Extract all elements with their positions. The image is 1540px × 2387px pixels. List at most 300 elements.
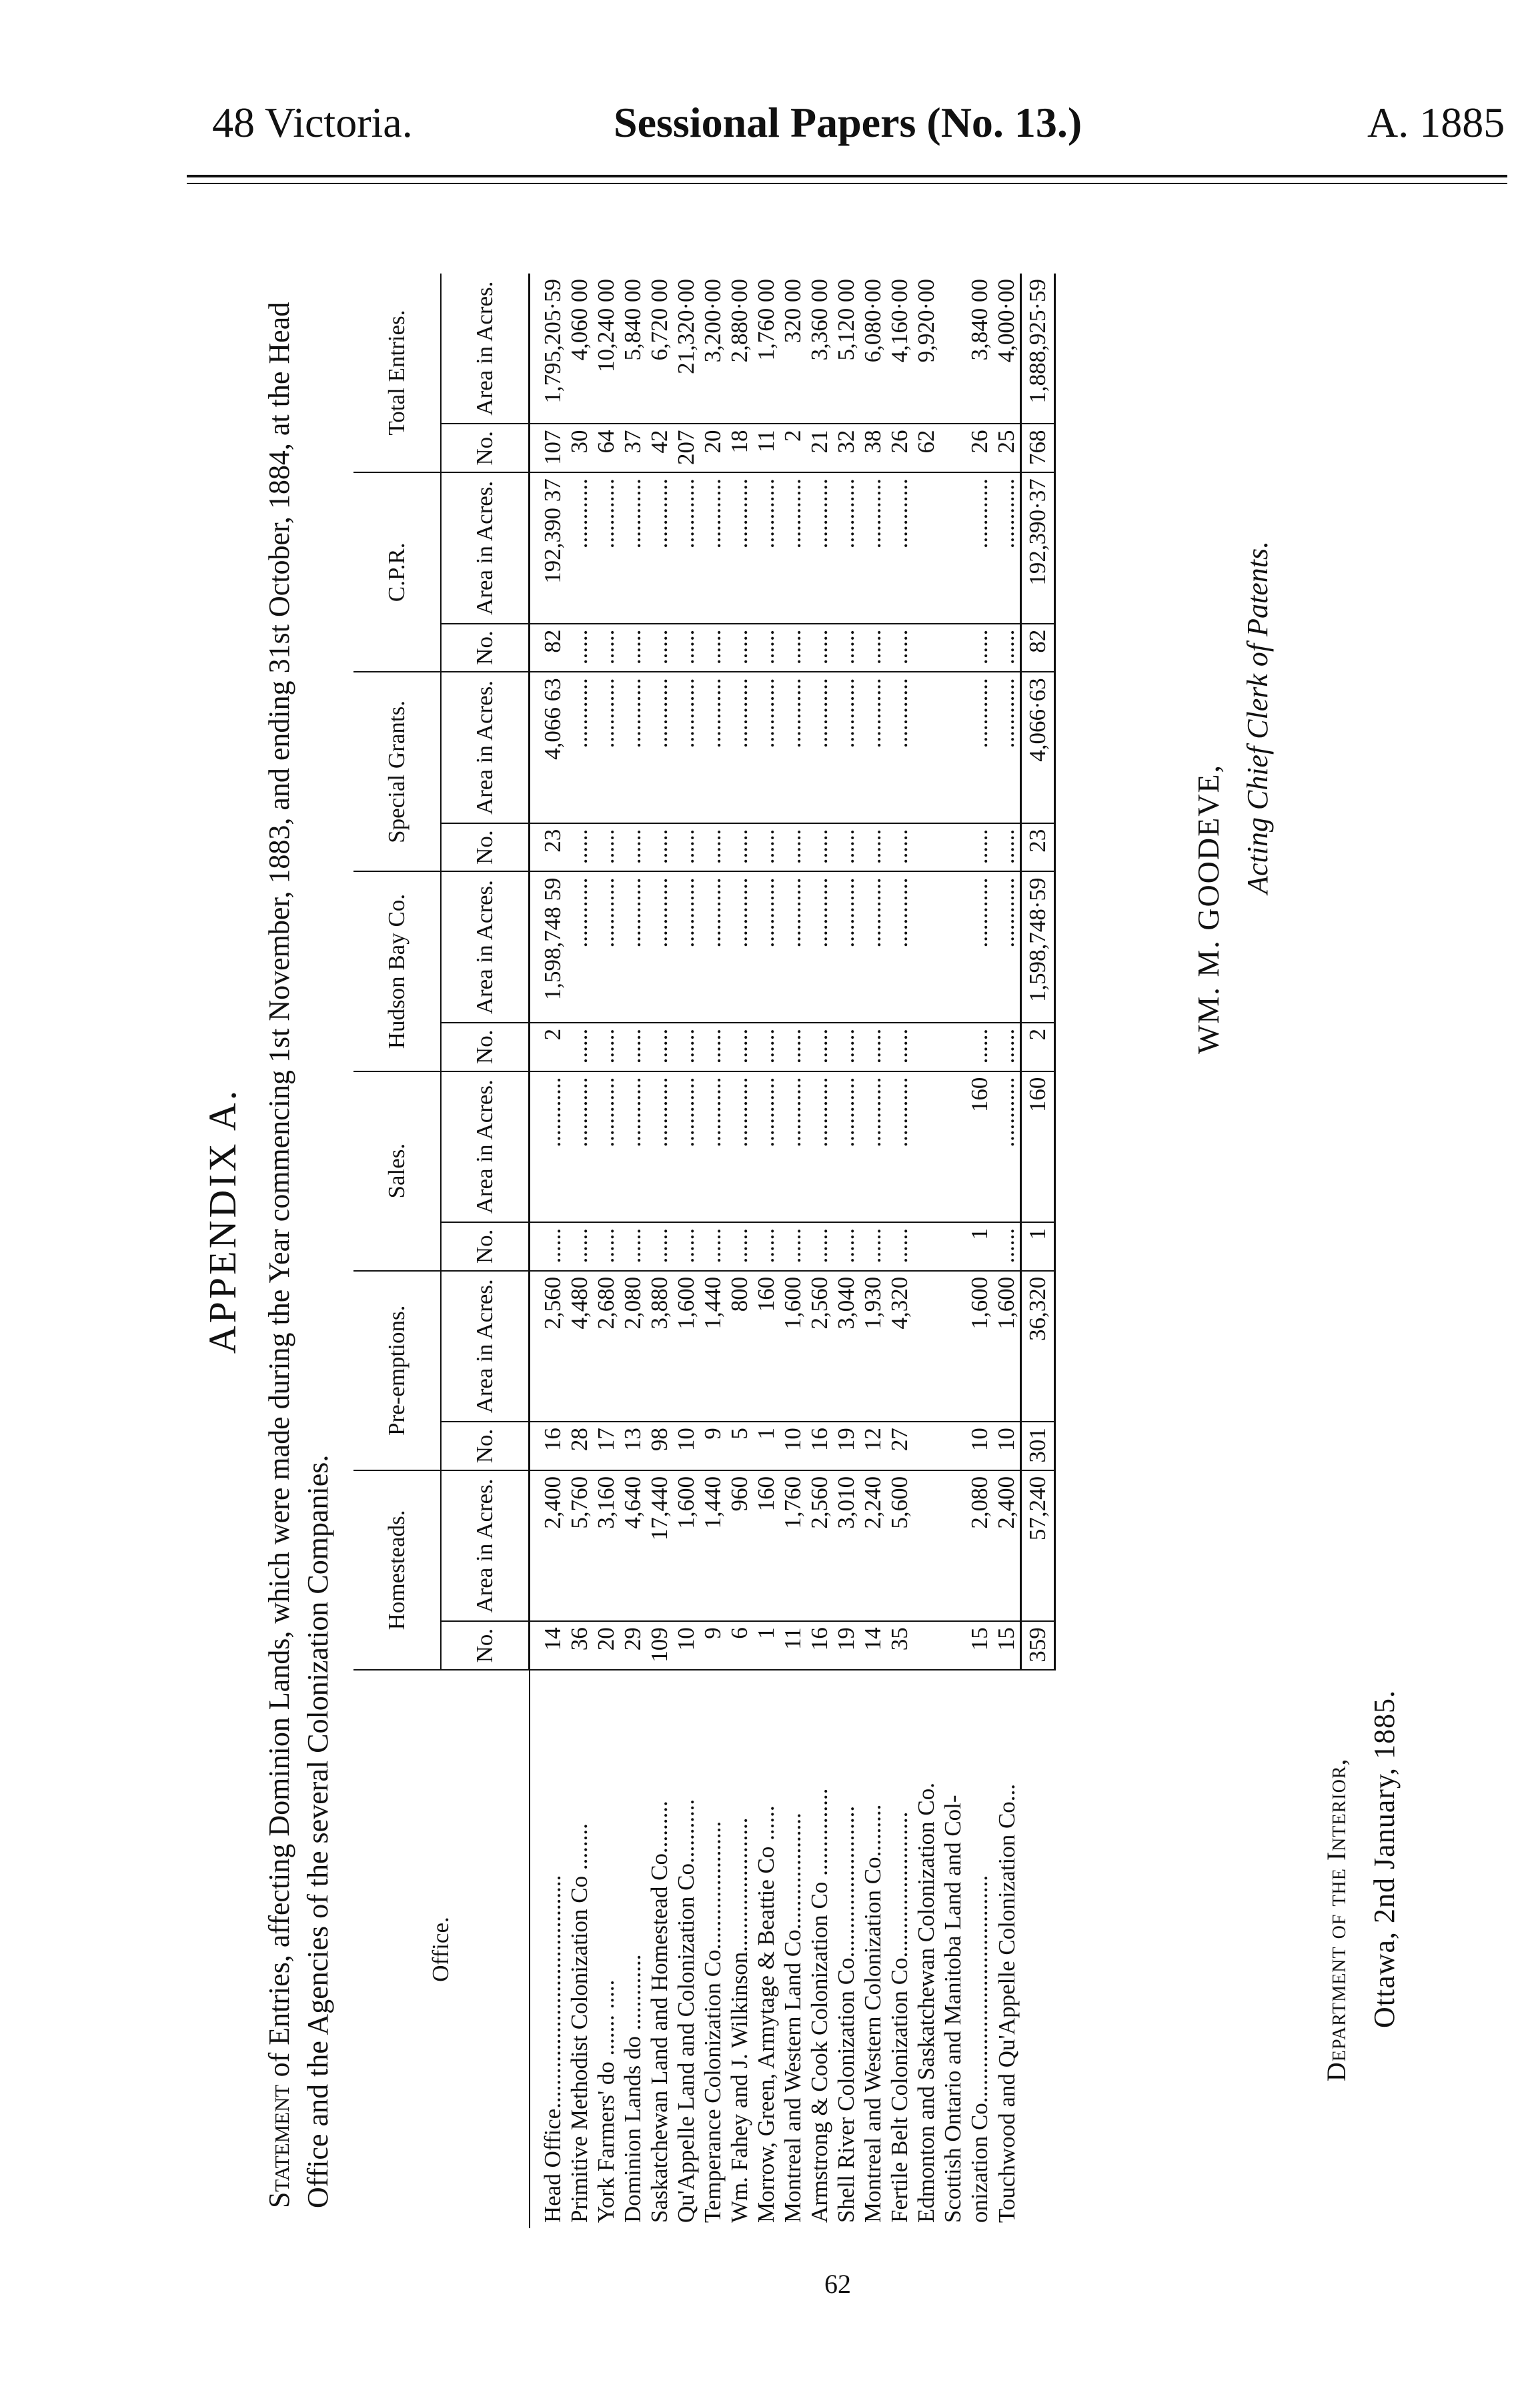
count-cell: ...... [726, 624, 753, 672]
area-cell: ............ [620, 1071, 646, 1222]
area-cell: 4,160·00 [886, 274, 913, 424]
count-cell: 1 [753, 1621, 780, 1670]
area-cell: ............ [753, 872, 780, 1023]
area-cell: 2,880·00 [726, 274, 753, 424]
office-name-cell: Fertile Belt Colonization Co......................... [886, 1811, 912, 2223]
area-cell: ............ [780, 872, 806, 1023]
count-cell: 9 [700, 1621, 726, 1670]
count-cell: 109 [646, 1621, 673, 1670]
area-cell: 1,600 [966, 1271, 993, 1422]
count-cell: 19 [833, 1621, 860, 1670]
area-cell: ............ [780, 1071, 806, 1222]
table-row [780, 274, 806, 2228]
area-cell: ............ [833, 872, 860, 1023]
table-row [593, 274, 620, 2228]
count-cell: 23 [530, 823, 567, 872]
count-cell: ...... [780, 823, 806, 872]
total-area-cell: 1,598,748·59 [1021, 872, 1055, 1023]
count-cell: ...... [993, 1222, 1021, 1271]
count-cell: 9 [700, 1422, 726, 1470]
area-cell: ............ [753, 1071, 780, 1222]
sub-header-area: Area in Acres. [441, 1470, 530, 1621]
count-cell: ...... [886, 1222, 913, 1271]
area-cell: ............ [860, 472, 886, 623]
count-cell: 16 [530, 1422, 567, 1470]
area-cell: ............ [993, 1071, 1021, 1222]
count-cell: 107 [530, 424, 567, 472]
table-row [530, 274, 567, 2228]
count-cell: ...... [886, 624, 913, 672]
count-cell: ...... [886, 823, 913, 872]
area-cell: ............ [780, 472, 806, 623]
area-cell: ............ [753, 472, 780, 623]
area-cell: ............ [646, 672, 673, 823]
count-cell: ...... [806, 823, 833, 872]
running-head-title: Sessional Papers (No. 13.) [614, 99, 1082, 146]
table-row [620, 274, 646, 2228]
office-name-cell: Scottish Ontario and Manitoba Land and Col- [940, 1795, 966, 2223]
sub-header-no: No. [441, 1023, 530, 1071]
area-cell: 5,120 00 [833, 274, 860, 424]
area-cell: ............ [620, 472, 646, 623]
area-cell: ............ [593, 672, 620, 823]
total-count-cell: 768 [1021, 424, 1055, 472]
area-cell: ............ [806, 1071, 833, 1222]
area-cell: 4,060 00 [566, 274, 593, 424]
area-cell [913, 1071, 940, 1222]
total-count-cell: 82 [1021, 624, 1055, 672]
area-cell: 2,080 [620, 1271, 646, 1422]
area-cell: 160 [966, 1071, 993, 1222]
count-cell: ...... [966, 624, 993, 672]
area-cell: 1,760 00 [753, 274, 780, 424]
count-cell: ...... [966, 823, 993, 872]
area-cell: ............ [966, 672, 993, 823]
count-cell: ...... [860, 823, 886, 872]
area-cell: ............ [593, 872, 620, 1023]
count-cell: 42 [646, 424, 673, 472]
count-cell [913, 1023, 940, 1071]
total-count-cell: 2 [1021, 1023, 1055, 1071]
sub-header-no: No. [441, 1222, 530, 1271]
area-cell: ............ [726, 872, 753, 1023]
area-cell: ............ [593, 1071, 620, 1222]
count-cell: ...... [753, 1222, 780, 1271]
count-cell: 10 [673, 1422, 700, 1470]
office-name-cell: Touchwood and Qu'Appelle Colonization Co... [993, 1783, 1020, 2223]
count-cell: 10 [780, 1422, 806, 1470]
area-cell: 1,600 [673, 1271, 700, 1422]
area-cell: 160 [753, 1271, 780, 1422]
count-cell: ...... [673, 1222, 700, 1271]
count-cell: ...... [966, 1023, 993, 1071]
count-cell: ...... [700, 1023, 726, 1071]
area-cell: 1,598,748 59 [530, 872, 567, 1023]
area-cell: 800 [726, 1271, 753, 1422]
area-cell: 4,320 [886, 1271, 913, 1422]
totals-row [1021, 274, 1055, 2228]
count-cell: ...... [620, 823, 646, 872]
count-cell: ...... [833, 823, 860, 872]
count-cell: 2 [780, 424, 806, 472]
count-cell: ...... [673, 1023, 700, 1071]
total-count-cell: 1 [1021, 1222, 1055, 1271]
area-cell: ............ [530, 1071, 567, 1222]
sub-header-area: Area in Acres. [441, 1071, 530, 1222]
area-cell: 3,040 [833, 1271, 860, 1422]
count-cell: 30 [566, 424, 593, 472]
area-cell: 1,930 [860, 1271, 886, 1422]
sub-header-area: Area in Acres. [441, 274, 530, 424]
count-cell: 16 [806, 1422, 833, 1470]
count-cell: 27 [886, 1422, 913, 1470]
office-name-cell: Qu'Appelle Land and Colonization Co........... [673, 1799, 699, 2223]
office-name-cell: York Farmers' do ....... ..... [593, 1979, 619, 2223]
total-area-cell: 160 [1021, 1071, 1055, 1222]
area-cell: ............ [726, 472, 753, 623]
count-cell: ...... [593, 1023, 620, 1071]
count-cell: ...... [530, 1222, 567, 1271]
table-row [886, 274, 913, 2228]
signatory-name: WM. M. GOODEVE, [1191, 763, 1225, 1054]
area-cell: 2,400 [530, 1470, 567, 1621]
sub-header-area: Area in Acres. [441, 472, 530, 623]
count-cell: 35 [886, 1621, 913, 1670]
area-cell: ............ [993, 872, 1021, 1023]
count-cell: ...... [993, 624, 1021, 672]
count-cell: 10 [673, 1621, 700, 1670]
area-cell: ............ [673, 672, 700, 823]
table-row [966, 274, 993, 2228]
count-cell [940, 1222, 966, 1271]
area-cell: 2,240 [860, 1470, 886, 1621]
area-cell: ............ [726, 1071, 753, 1222]
area-cell: ............ [593, 472, 620, 623]
area-cell: ............ [860, 672, 886, 823]
count-cell: 17 [593, 1422, 620, 1470]
area-cell: ............ [860, 872, 886, 1023]
table-row [993, 274, 1021, 2228]
area-cell: 1,600 [993, 1271, 1021, 1422]
count-cell: ...... [886, 1023, 913, 1071]
count-cell: 28 [566, 1422, 593, 1470]
office-name-cell: Wm. Fahey and J. Wilkinson....................... [726, 1817, 752, 2223]
count-cell: ...... [646, 1222, 673, 1271]
table-row [726, 274, 753, 2228]
count-cell: 1 [753, 1422, 780, 1470]
count-cell: ...... [700, 1222, 726, 1271]
total-area-cell: 1,888,925·59 [1021, 274, 1055, 424]
area-cell: ............ [566, 672, 593, 823]
area-cell: 2,560 [806, 1470, 833, 1621]
count-cell: 10 [966, 1422, 993, 1470]
count-cell: 14 [530, 1621, 567, 1670]
statement-text: of Entries, affecting Dominion Lands, which were made during the Year commencing 1st November, 1883, and ending 31st October, 1884, at the Head Office and the Agencies of the several Colonization Companies. [263, 302, 334, 2208]
count-cell: 26 [966, 424, 993, 472]
count-cell: ...... [646, 624, 673, 672]
area-cell: ............ [966, 872, 993, 1023]
office-name-cell: Saskatchewan Land and Homestead Co......... [646, 1801, 672, 2223]
area-cell: 9,920·00 [913, 274, 940, 424]
area-cell: ............ [673, 1071, 700, 1222]
group-header-hudson-bay: Hudson Bay Co. [353, 872, 441, 1071]
count-cell: ...... [566, 823, 593, 872]
count-cell: 29 [620, 1621, 646, 1670]
total-area-cell: 192,390·37 [1021, 472, 1055, 623]
count-cell: ...... [780, 1023, 806, 1071]
total-count-cell: 23 [1021, 823, 1055, 872]
table-row [833, 274, 860, 2228]
area-cell: 1,600 [673, 1470, 700, 1621]
area-cell: ............ [806, 472, 833, 623]
count-cell: 26 [886, 424, 913, 472]
count-cell: 25 [993, 424, 1021, 472]
count-cell: ...... [833, 1222, 860, 1271]
count-cell [940, 424, 966, 472]
area-cell: 5,760 [566, 1470, 593, 1621]
area-cell: ............ [966, 472, 993, 623]
count-cell: ...... [566, 624, 593, 672]
area-cell: 960 [726, 1470, 753, 1621]
count-cell: ...... [566, 1023, 593, 1071]
count-cell: ...... [646, 1023, 673, 1071]
area-cell: 3,880 [646, 1271, 673, 1422]
count-cell: 64 [593, 424, 620, 472]
count-cell: ...... [593, 624, 620, 672]
area-cell: ............ [806, 872, 833, 1023]
office-column-header: Office. [353, 1670, 530, 2228]
count-cell: 37 [620, 424, 646, 472]
area-cell: 320 00 [780, 274, 806, 424]
page-number: 62 [824, 2269, 851, 2299]
group-header-cpr: C.P.R. [353, 472, 441, 672]
count-cell [913, 624, 940, 672]
area-cell [940, 274, 966, 424]
office-name-cell: Montreal and Western Colonization Co......... [860, 1804, 886, 2223]
area-cell: 4,480 [566, 1271, 593, 1422]
count-cell: 21 [806, 424, 833, 472]
count-cell: 36 [566, 1621, 593, 1670]
count-cell: ...... [620, 1222, 646, 1271]
count-cell: 82 [530, 624, 567, 672]
area-cell: 2,680 [593, 1271, 620, 1422]
area-cell: 1,440 [700, 1470, 726, 1621]
area-cell: ............ [726, 672, 753, 823]
count-cell: ...... [753, 823, 780, 872]
count-cell: ...... [726, 823, 753, 872]
area-cell: ............ [833, 1071, 860, 1222]
area-cell: ............ [566, 1071, 593, 1222]
office-name-cell: Primitive Methodist Colonization Co ........ [566, 1823, 592, 2223]
count-cell: ...... [646, 823, 673, 872]
count-cell: ...... [780, 624, 806, 672]
count-cell: 11 [780, 1621, 806, 1670]
count-cell [940, 1023, 966, 1071]
header-rule [187, 175, 1507, 177]
area-cell [940, 872, 966, 1023]
area-cell: ............ [646, 472, 673, 623]
area-cell: ............ [673, 472, 700, 623]
running-head-year: A. 1885 [1367, 99, 1505, 146]
area-cell: ............ [620, 872, 646, 1023]
area-cell: 3,840 00 [966, 274, 993, 424]
count-cell: 20 [593, 1621, 620, 1670]
count-cell: 6 [726, 1621, 753, 1670]
department-line: Department of the Interior, [1321, 1758, 1351, 2081]
table-row [700, 274, 726, 2228]
area-cell: ............ [833, 472, 860, 623]
office-name-cell: Shell River Colonization Co.......................... [833, 1805, 859, 2223]
area-cell: 6,720 00 [646, 274, 673, 424]
count-cell [940, 624, 966, 672]
table-body [530, 274, 1021, 2228]
area-cell [913, 1470, 940, 1621]
office-name-cell: Temperance Colonization Co...................... [700, 1821, 726, 2223]
total-count-cell: 301 [1021, 1422, 1055, 1470]
area-cell: ............ [646, 872, 673, 1023]
group-header-homesteads: Homesteads. [353, 1470, 441, 1670]
sub-header-no: No. [441, 424, 530, 472]
area-cell: ............ [566, 472, 593, 623]
area-cell: ............ [620, 672, 646, 823]
count-cell: ...... [620, 1023, 646, 1071]
count-cell: 98 [646, 1422, 673, 1470]
area-cell: ............ [860, 1071, 886, 1222]
area-cell [940, 1271, 966, 1422]
area-cell: 1,600 [780, 1271, 806, 1422]
area-cell [940, 1071, 966, 1222]
area-cell: 2,400 [993, 1470, 1021, 1621]
signatory-title: Acting Chief Clerk of Patents. [1241, 540, 1274, 894]
count-cell: 62 [913, 424, 940, 472]
area-cell: 2,560 [806, 1271, 833, 1422]
count-cell: ...... [673, 624, 700, 672]
area-cell: 21,320·00 [673, 274, 700, 424]
office-name-cell: Montreal and Western Land Co.................... [780, 1813, 806, 2223]
total-count-cell: 359 [1021, 1621, 1055, 1670]
area-cell: 1,795,205·59 [530, 274, 567, 424]
count-cell: 16 [806, 1621, 833, 1670]
count-cell: ...... [860, 1023, 886, 1071]
table-row [646, 274, 673, 2228]
area-cell: 5,600 [886, 1470, 913, 1621]
area-cell [913, 472, 940, 623]
group-header-preemptions: Pre-emptions. [353, 1271, 441, 1470]
area-cell: ............ [753, 672, 780, 823]
count-cell: 15 [993, 1621, 1021, 1670]
sub-header-no: No. [441, 1621, 530, 1670]
count-cell: ...... [620, 624, 646, 672]
area-cell: 3,200·00 [700, 274, 726, 424]
area-cell: 1,760 [780, 1470, 806, 1621]
count-cell [913, 823, 940, 872]
area-cell: 4,000·00 [993, 274, 1021, 424]
area-cell: 160 [753, 1470, 780, 1621]
office-name-cell: Armstrong & Cook Colonization Co ............... [806, 1788, 832, 2223]
area-cell [913, 1271, 940, 1422]
area-cell [940, 472, 966, 623]
count-cell: 19 [833, 1422, 860, 1470]
area-cell: ............ [993, 472, 1021, 623]
area-cell: ............ [833, 672, 860, 823]
sub-header-no: No. [441, 624, 530, 672]
count-cell [913, 1422, 940, 1470]
count-cell: 20 [700, 424, 726, 472]
area-cell [940, 672, 966, 823]
count-cell: ...... [833, 1023, 860, 1071]
sub-header-area: Area in Acres. [441, 1271, 530, 1422]
count-cell: ...... [700, 624, 726, 672]
office-name-cell: Edmonton and Saskatchewan Colonization Co. [913, 1782, 939, 2223]
date-line: Ottawa, 2nd January, 1885. [1368, 1689, 1401, 2028]
total-area-cell: 57,240 [1021, 1470, 1055, 1621]
area-cell: ............ [780, 672, 806, 823]
area-cell: ............ [673, 872, 700, 1023]
appendix-title: APPENDIX A. [201, 1087, 244, 1354]
count-cell: ...... [700, 823, 726, 872]
office-name-cell: Head Office........................................ [539, 1875, 566, 2223]
area-cell: 10,240 00 [593, 274, 620, 424]
area-cell: ............ [700, 672, 726, 823]
group-header-special-grants: Special Grants. [353, 672, 441, 871]
count-cell: ...... [833, 624, 860, 672]
count-cell: ...... [593, 823, 620, 872]
count-cell [940, 823, 966, 872]
count-cell: ...... [753, 624, 780, 672]
area-cell: 4,640 [620, 1470, 646, 1621]
table-row [753, 274, 780, 2228]
area-cell [913, 672, 940, 823]
group-header-sales: Sales. [353, 1071, 441, 1271]
count-cell [940, 1422, 966, 1470]
rotated-page-content [187, 213, 1507, 2228]
sub-header-area: Area in Acres. [441, 672, 530, 823]
count-cell: ...... [860, 624, 886, 672]
office-name-cell: Morrow, Green, Armytage & Beattie Co ...... [753, 1805, 779, 2223]
area-cell: 6,080·00 [860, 274, 886, 424]
area-cell: 1,440 [700, 1271, 726, 1422]
area-cell: 3,010 [833, 1470, 860, 1621]
totals-label-cell [1021, 1670, 1055, 2228]
area-cell: ............ [993, 672, 1021, 823]
area-cell: ............ [700, 872, 726, 1023]
group-header-total: Total Entries. [353, 274, 441, 472]
count-cell: ...... [806, 624, 833, 672]
table-row [673, 274, 700, 2228]
count-cell: 32 [833, 424, 860, 472]
total-area-cell: 4,066·63 [1021, 672, 1055, 823]
sub-header-area: Area in Acres. [441, 872, 530, 1023]
statement-caption [260, 274, 337, 2208]
area-cell: ............ [700, 1071, 726, 1222]
area-cell: 3,160 [593, 1470, 620, 1621]
count-cell: 2 [530, 1023, 567, 1071]
area-cell [913, 872, 940, 1023]
area-cell: 4,066 63 [530, 672, 567, 823]
count-cell [913, 1621, 940, 1670]
count-cell: ...... [806, 1222, 833, 1271]
running-head-session: 48 Victoria. [212, 99, 413, 146]
area-cell: ............ [700, 472, 726, 623]
count-cell: 18 [726, 424, 753, 472]
count-cell: ...... [780, 1222, 806, 1271]
table-row [860, 274, 886, 2228]
area-cell: 2,560 [530, 1271, 567, 1422]
area-cell: ............ [886, 872, 913, 1023]
count-cell: 15 [966, 1621, 993, 1670]
table-row [566, 274, 593, 2228]
office-name-cell: onization Co....................................... [966, 1875, 992, 2223]
